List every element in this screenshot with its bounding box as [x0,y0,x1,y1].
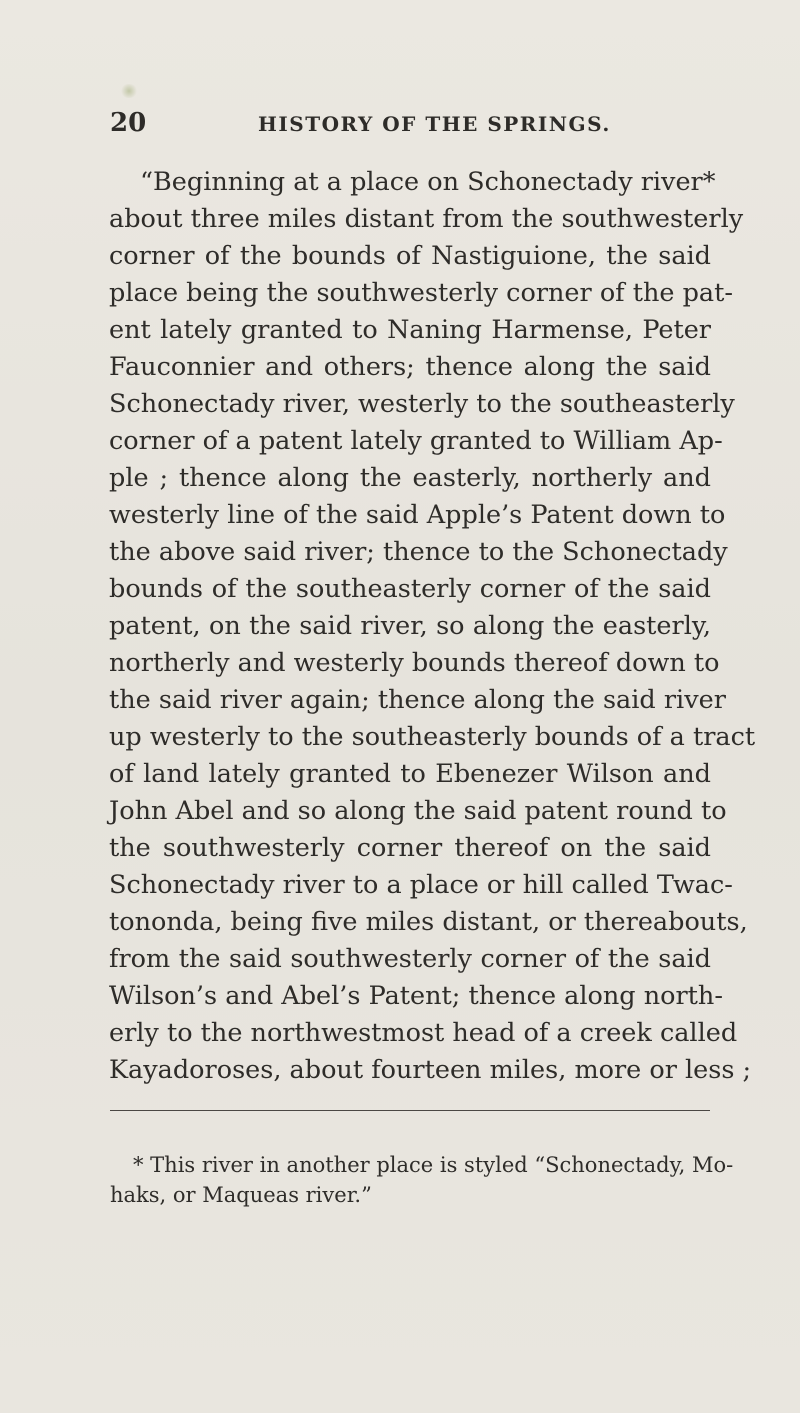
text-line: Wilson’s and Abel’s Patent; thence along north- [109,981,723,1011]
text-line: the southwesterly corner thereof on the said [109,833,711,863]
page-number: 20 [110,108,147,138]
text-line: corner of the bounds of Nastiguione, the said [109,241,711,271]
text-line: ent lately granted to Naning Harmense, Peter [109,315,711,345]
text-line: northerly and westerly bounds thereof down to [109,648,720,678]
page-header [110,108,710,138]
text-line: up westerly to the southeasterly bounds of a tract [109,722,756,752]
text-line: about three miles distant from the southwesterly [109,204,744,234]
footnote-line: haks, or Maqueas river.” [110,1183,372,1207]
text-line: place being the southwesterly corner of the pat- [109,278,733,308]
text-line: Schonectady river to a place or hill called Twac- [109,870,733,900]
text-line: the above said river; thence to the Schonectady [109,537,728,567]
text-line: westerly line of the said Apple’s Patent down to [109,500,726,530]
text-line: tononda, being five miles distant, or thereabouts, [109,907,748,937]
text-line: Schonectady river, westerly to the southeasterly [109,389,735,419]
text-line: Kayadoroses, about fourteen miles, more or less ; [109,1055,752,1085]
text-line: John Abel and so along the said patent round to [109,796,727,826]
text-line: the said river again; thence along the said river [109,685,726,715]
text-line: bounds of the southeasterly corner of the said [109,574,711,604]
text-line: ple ; thence along the easterly, northerly and [109,463,711,493]
running-head: HISTORY OF THE SPRINGS. [258,112,611,136]
text-line: of land lately granted to Ebenezer Wilson and [109,759,711,789]
text-line: “Beginning at a place on Schonectady river* [140,167,716,197]
text-line: erly to the northwestmost head of a creek called [109,1018,738,1048]
footnote-line: * This river in another place is styled “Schonectady, Mo- [133,1153,734,1177]
text-line: Fauconnier and others; thence along the said [109,352,711,382]
text-line: corner of a patent lately granted to William Ap- [109,426,723,456]
paper-stain [120,84,138,98]
text-line: patent, on the said river, so along the easterly, [109,611,711,641]
footnote-rule [110,1110,710,1111]
text-line: from the said southwesterly corner of the said [109,944,711,974]
